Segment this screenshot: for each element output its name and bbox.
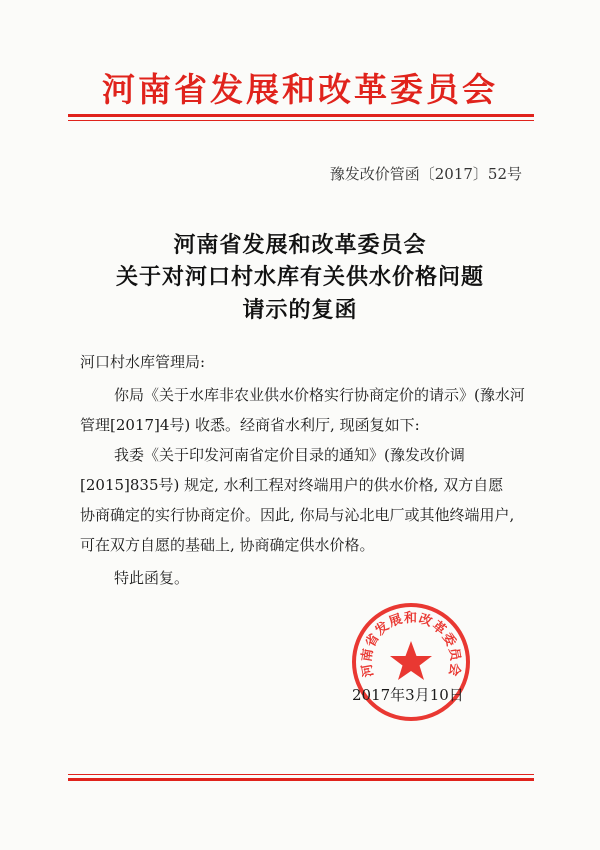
issue-date: 2017年3月10日: [352, 686, 464, 704]
paragraph-2-line: 可在双方自愿的基础上, 协商确定供水价格。: [80, 536, 375, 554]
footer-red-rule-thin: [68, 774, 534, 775]
seal-text: 河南省发展和改革委员会: [359, 610, 463, 679]
paragraph-2-line: [2015]835号) 规定, 水利工程对终端用户的供水价格, 双方自愿: [80, 476, 504, 494]
paragraph-2: [80, 440, 520, 560]
header-red-rule-thick: [68, 114, 534, 117]
paragraph-1: [80, 380, 525, 440]
issuer-header: 河南省发展和改革委员会: [102, 70, 498, 109]
document-number: 豫发改价管函〔2017〕52号: [329, 165, 522, 183]
seal-star-icon: [390, 641, 432, 680]
document-title-line-2: 关于对河口村水库有关供水价格问题: [115, 264, 484, 290]
addressee: 河口村水库管理局:: [80, 353, 206, 371]
paragraph-1-line: 管理[2017]4号) 收悉。经商省水利厅, 现函复如下:: [80, 416, 420, 434]
footer-red-rule-thick: [68, 778, 534, 781]
document-title-line-1: 河南省发展和改革委员会: [173, 232, 427, 258]
paragraph-1-line: 你局《关于水库非农业供水价格实行协商定价的请示》(豫水河: [114, 386, 525, 404]
closing-remark: 特此函复。: [114, 569, 190, 587]
paragraph-2-line: 协商确定的实行协商定价。因此, 你局与沁北电厂或其他终端用户,: [80, 506, 515, 524]
header-red-rule-thin: [68, 120, 534, 121]
paragraph-2-line: 我委《关于印发河南省定价目录的通知》(豫发改价调: [114, 446, 465, 464]
document-title-line-3: 请示的复函: [242, 297, 358, 323]
